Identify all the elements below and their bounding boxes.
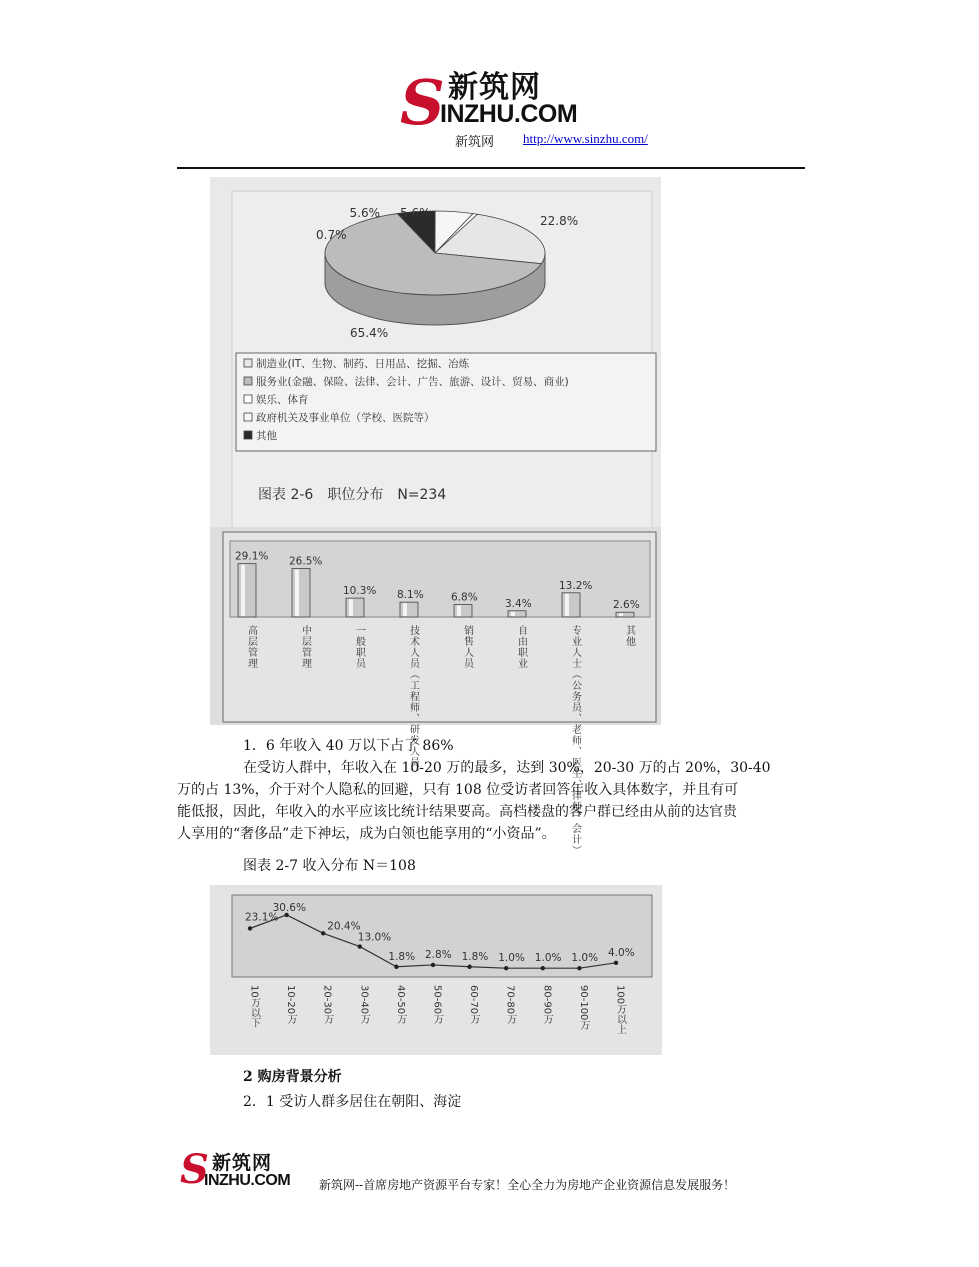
bar-highlight	[403, 603, 407, 616]
pie-value-label: 22.8%	[540, 214, 579, 228]
bar-value-label: 10.3%	[343, 585, 377, 598]
line-value-label: 1.0%	[498, 952, 525, 965]
legend-label: 政府机关及事业单位（学校、医院等）	[256, 412, 435, 424]
bar	[454, 605, 472, 617]
line-category-label: 10-20万	[285, 985, 297, 1025]
line-value-label: 1.8%	[388, 950, 416, 963]
line-value-label: 4.0%	[608, 946, 635, 959]
line-category-label: 90-100万	[577, 985, 589, 1031]
figure-2-7-caption: 图表 2-7 收入分布 N＝108	[243, 858, 416, 874]
legend-swatch	[244, 359, 252, 367]
legend-label: 服务业(金融、保险、法律、会计、广告、旅游、设计、贸易、商业)	[256, 376, 569, 388]
bar-category-label: 一般职员	[353, 625, 365, 669]
paragraph-line: 万的占 13%，介于对个人隐私的回避，只有 108 位受访者回答年收入具体数字，并且有可	[177, 782, 739, 798]
line-category-label: 30-40万	[358, 985, 370, 1025]
bar-category-label: 其他	[623, 625, 635, 647]
line-point	[358, 944, 362, 948]
line-category-label: 70-80万	[504, 985, 516, 1025]
line-point	[321, 931, 325, 935]
section-subheading-residence: 2．1 受访人群多居住在朝阳、海淀	[243, 1094, 462, 1110]
legend-swatch	[244, 431, 252, 439]
line-point	[577, 966, 581, 970]
pie-chart-title: 图表 2-6 职位分布 N=234	[258, 487, 447, 503]
bar	[346, 598, 364, 617]
legend-label: 娱乐、体育	[256, 394, 309, 406]
line-category-label: 80-90万	[541, 985, 553, 1025]
bar-value-label: 13.2%	[559, 579, 593, 592]
pie-value-label: 5.6%	[400, 206, 431, 220]
figure-line-panel	[210, 885, 662, 1055]
legend-label: 制造业(IT、生物、制药、日用品、挖掘、冶炼	[256, 358, 470, 370]
paragraph-line: 人享用的“奢侈品”走下神坛，成为白领也能享用的“小资品”。	[177, 826, 556, 842]
paragraph-line: 在受访人群中，年收入在 10-20 万的最多，达到 30%，20-30 万的占 20%，30-40	[243, 760, 771, 776]
pie-value-label: 65.4%	[350, 326, 389, 340]
line-point	[467, 965, 471, 969]
footer-logo	[180, 1148, 320, 1198]
logo-english: INZHU.COM	[440, 100, 578, 128]
legend-swatch	[244, 395, 252, 403]
section-heading-purchase-background: 2 购房背景分析	[243, 1069, 342, 1085]
line-value-label: 23.1%	[245, 911, 279, 924]
bar-category-label: 专业人士（公务员、老师、医生、律师、会计）	[569, 625, 581, 856]
site-name: 新筑网	[455, 135, 495, 150]
legend-swatch	[244, 377, 252, 385]
footer-logo-s-letter: S	[180, 1146, 209, 1193]
bar-highlight	[619, 613, 623, 616]
line-value-label: 1.8%	[461, 950, 489, 963]
line-value-label: 2.8%	[425, 948, 452, 961]
bar	[508, 611, 526, 617]
bar	[562, 593, 580, 617]
legend-swatch	[244, 413, 252, 421]
line-category-label: 50-60万	[431, 985, 443, 1025]
bar-value-label: 3.4%	[505, 597, 532, 610]
line-category-label: 40-50万	[394, 985, 406, 1025]
line-value-label: 13.0%	[357, 931, 392, 944]
line-point	[431, 963, 435, 967]
bar-value-label: 29.1%	[235, 550, 269, 563]
bar-highlight	[295, 569, 299, 616]
line-category-label: 100万以上	[614, 985, 626, 1035]
bar-highlight	[565, 594, 569, 616]
bar-value-label: 8.1%	[397, 589, 424, 602]
bar	[238, 564, 256, 617]
bar-value-label: 6.8%	[451, 591, 478, 604]
pie-value-label: 5.6%	[349, 206, 380, 220]
bar-category-label: 自由职业	[515, 625, 527, 669]
legend-label: 其他	[256, 430, 277, 442]
bar	[400, 602, 418, 617]
bar-category-label: 中层管理	[299, 625, 311, 669]
line-point	[541, 966, 545, 970]
line-category-label: 20-30万	[321, 985, 333, 1025]
footer-logo-english: INZHU.COM	[204, 1172, 291, 1189]
line-value-label: 1.0%	[534, 952, 562, 965]
bar	[616, 612, 634, 617]
site-url-link[interactable]: http://www.sinzhu.com/	[523, 131, 648, 146]
logo-chinese: 新筑网	[448, 70, 541, 105]
bar-category-label: 销售人员	[461, 625, 473, 669]
line-value-label: 30.6%	[272, 901, 306, 914]
bar-highlight	[349, 599, 353, 616]
footer-logo-chinese: 新筑网	[212, 1152, 273, 1174]
footer-slogan: 新筑网--首席房地产资源平台专家！全心全力为房地产企业资源信息发展服务！	[319, 1178, 736, 1192]
line-category-label: 60-70万	[468, 985, 480, 1025]
bar-highlight	[241, 565, 245, 616]
line-value-label: 20.4%	[327, 920, 361, 933]
pie-value-label: 0.7%	[316, 228, 347, 242]
bar-value-label: 26.5%	[289, 555, 323, 568]
logo-s-letter: S	[400, 66, 445, 139]
line-value-label: 1.0%	[571, 952, 599, 965]
line-point	[394, 965, 398, 969]
bar-highlight	[511, 612, 515, 616]
bar-category-label: 技术人员（工程师、研发人员）	[407, 625, 419, 779]
line-point	[248, 926, 252, 930]
line-category-label: 10万以下	[248, 985, 260, 1028]
header-divider	[177, 167, 805, 169]
paragraph-line: 能低报，因此，年收入的水平应该比统计结果要高。高档楼盘的客户群已经由从前的达官贵	[177, 804, 737, 820]
bar-value-label: 2.6%	[613, 599, 640, 612]
bar-category-label: 高层管理	[245, 625, 257, 669]
heading-income: 1．6 年收入 40 万以下占了 86%	[243, 738, 454, 754]
line-point	[504, 966, 508, 970]
bar-highlight	[457, 606, 461, 616]
line-point	[614, 961, 618, 965]
line-chart	[210, 885, 662, 1055]
bar	[292, 568, 310, 617]
